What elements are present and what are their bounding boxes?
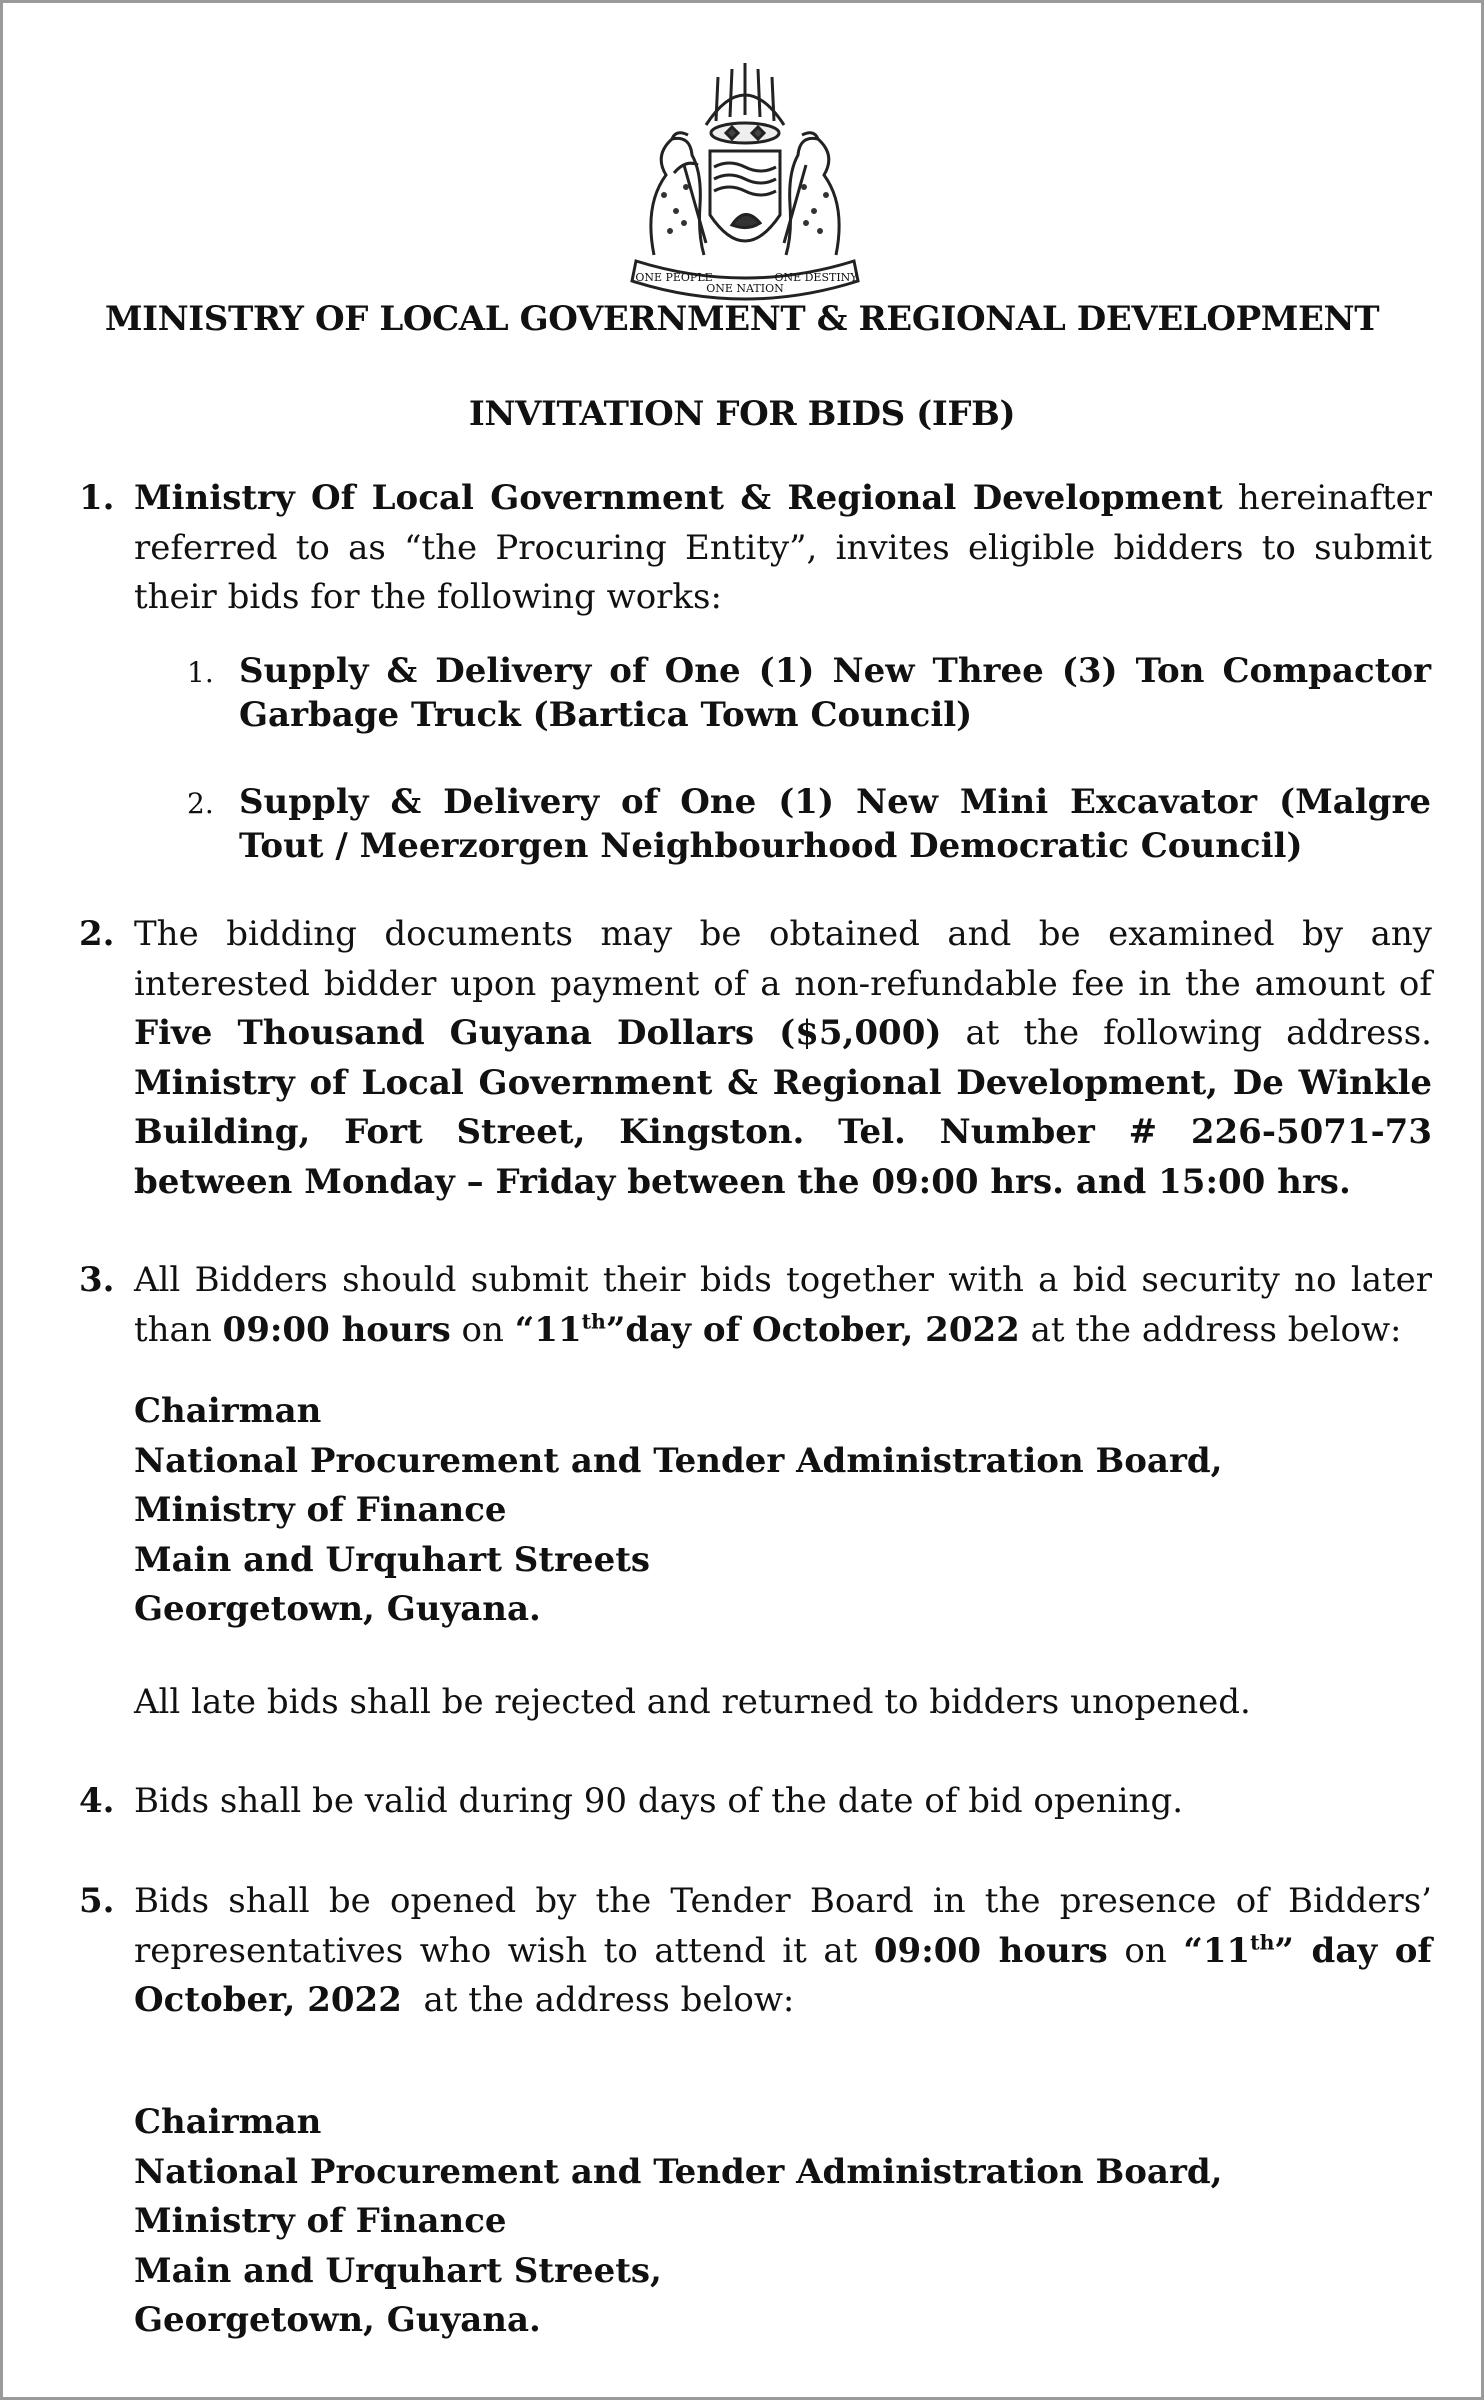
address-line: Georgetown, Guyana.: [134, 1589, 541, 1629]
ministry-heading: MINISTRY OF LOCAL GOVERNMENT & REGIONAL DEVELOPMENT: [104, 299, 1380, 339]
coat-of-arms-emblem: [614, 55, 876, 305]
address-line: Ministry of Finance: [134, 1490, 507, 1530]
works-item-number: 2.: [187, 787, 214, 820]
opening-date: “11th” day of October, 2022: [134, 1930, 1433, 2020]
clause-number: 2.: [79, 914, 115, 954]
clause-text: The bidding documents may be obtained and be examined by any interested bidder upon payment of a non-refundable fee in the amount of Five Thousand Guyana Dollars ($5,000) at the following address. Ministry of Local Government & Regional Development, De Winkle Building, Fort Street, Kingston. Tel. Number # 226-5071-73 between Monday – Friday between the 09:00 hrs. and 15:00 hrs.: [134, 914, 1432, 1202]
submission-address: [134, 1387, 1222, 1635]
page-title: INVITATION FOR BIDS (IFB): [468, 394, 1016, 434]
address-line: Chairman: [134, 2102, 322, 2142]
documents-address: Ministry of Local Government & Regional Development, De Winkle Building, Fort Street, Kingston. Tel. Number # 226-5071-73 between Monday – Friday between the 09:00 hrs. and 15:00 hrs.: [134, 1062, 1432, 1202]
submission-time: 09:00 hours: [222, 1309, 451, 1350]
procuring-entity-name: Ministry Of Local Government & Regional Development: [134, 478, 1223, 518]
motto-one-nation: ONE NATION: [706, 282, 784, 295]
clause-number: 4.: [79, 1781, 115, 1821]
address-line: National Procurement and Tender Administration Board,: [134, 1440, 1223, 1481]
motto-one-people: ONE PEOPLE: [635, 271, 713, 284]
submission-date: “11th”day of October, 2022: [514, 1309, 1020, 1350]
address-line: Ministry of Finance: [134, 2201, 507, 2241]
clause-number: 5.: [79, 1881, 115, 1921]
clause-text: Bids shall be valid during 90 days of the date of bid opening.: [134, 1781, 1184, 1821]
address-line: Main and Urquhart Streets,: [134, 2250, 662, 2291]
address-line: Chairman: [134, 1391, 322, 1431]
motto-one-destiny: ONE DESTINY: [774, 271, 858, 284]
clause-number: 3.: [79, 1260, 115, 1300]
opening-time: 09:00 hours: [873, 1930, 1108, 1971]
late-bids-note: All late bids shall be rejected and returned to bidders unopened.: [134, 1682, 1251, 1722]
address-line: Main and Urquhart Streets: [134, 1539, 651, 1580]
clause-text: Ministry Of Local Government & Regional Development hereinafter referred to as “the Procuring Entity”, invites eligible bidders to submit their bids for the following works:: [134, 478, 1432, 617]
address-line: National Procurement and Tender Administration Board,: [134, 2151, 1223, 2192]
opening-address: [134, 2098, 1222, 2346]
works-item-text: Supply & Delivery of One (1) New Three (3) Ton Compactor Garbage Truck (Bartica Town Council): [239, 651, 1431, 735]
clause-text: All Bidders should submit their bids together with a bid security no later than 09:00 hours on “11th”day of October, 2022 at the address below:: [134, 1260, 1432, 1350]
clause-text: Bids shall be opened by the Tender Board in the presence of Bidders’ representatives who wish to attend it at 09:00 hours on “11th” day of October, 2022 at the address below:: [134, 1881, 1433, 2020]
clause-number: 1.: [79, 478, 115, 518]
address-line: Georgetown, Guyana.: [134, 2300, 541, 2340]
bid-fee: Five Thousand Guyana Dollars ($5,000): [134, 1013, 942, 1053]
works-item-text: Supply & Delivery of One (1) New Mini Excavator (Malgre Tout / Meerzorgen Neighbourhood Democratic Council): [239, 782, 1431, 866]
works-item-number: 1.: [187, 656, 214, 689]
